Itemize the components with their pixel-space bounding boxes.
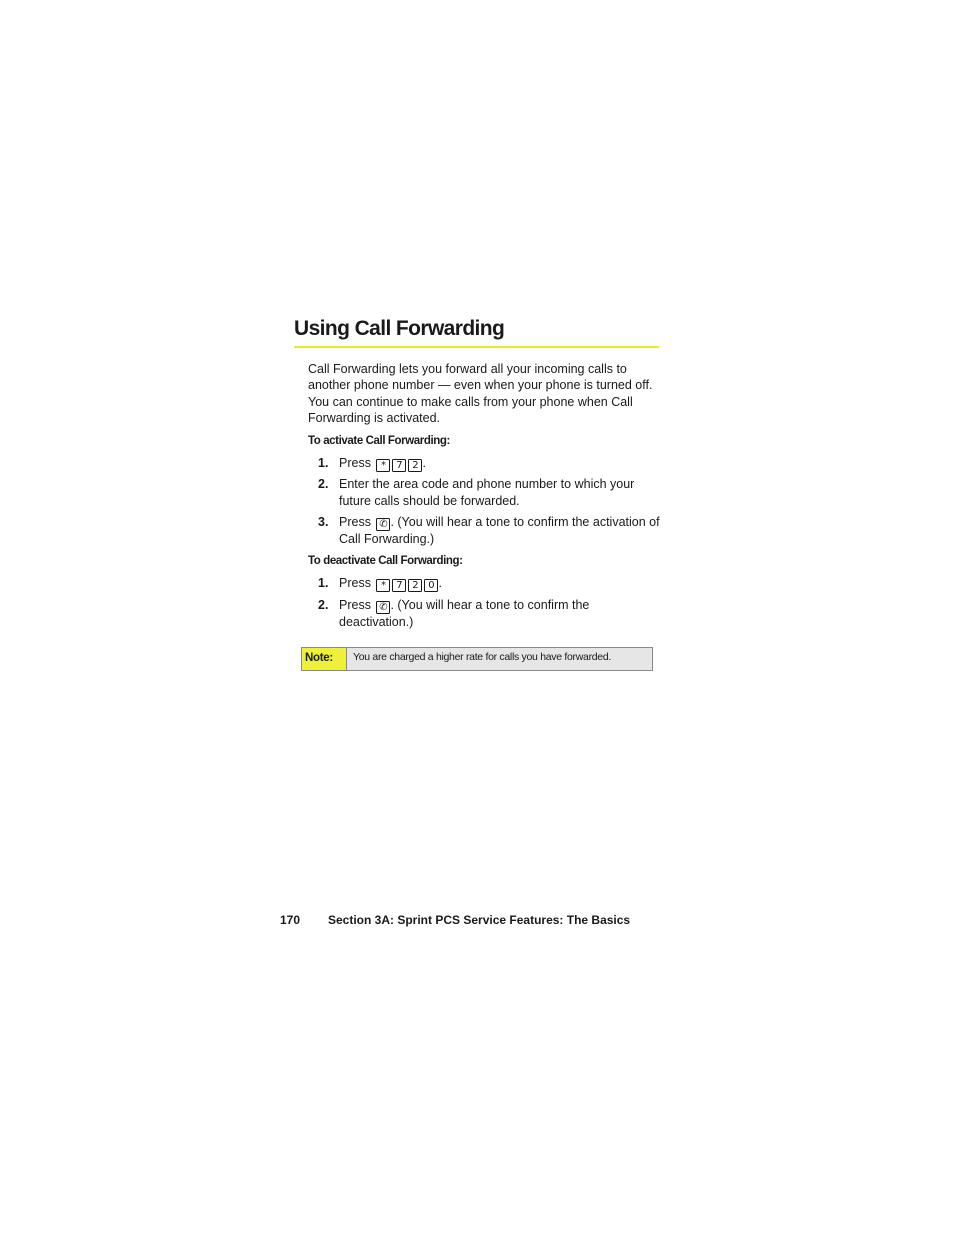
step-text: Enter the area code and phone number to which your future calls should be forwarded. — [339, 477, 635, 508]
section-title: Section 3A: Sprint PCS Service Features: The Basics — [328, 913, 631, 927]
list-item — [308, 455, 660, 472]
page-footer — [280, 912, 630, 928]
list-item — [308, 514, 660, 547]
activate-heading: To activate Call Forwarding: — [308, 434, 450, 447]
step-text-after: . (You will hear a tone to confirm the activation of Call Forwarding.) — [339, 514, 660, 546]
step-text: Press — [339, 514, 371, 529]
list-item — [308, 575, 660, 592]
step-number: 1. — [318, 455, 329, 470]
star-key-icon: * — [376, 579, 390, 592]
intro-paragraph: Call Forwarding lets you forward all your incoming calls to another phone number — even when your phone is turned off. You can continue to make calls from your phone when Call Forwarding is activated. — [308, 362, 653, 426]
deactivate-steps — [308, 575, 660, 630]
note-label: Note: — [302, 648, 347, 670]
activate-steps — [308, 455, 660, 547]
deactivate-heading: To deactivate Call Forwarding: — [308, 555, 463, 568]
star-key-icon: * — [376, 459, 390, 472]
step-text-after: . — [422, 455, 426, 470]
note-box — [301, 647, 653, 671]
step-text: Press — [339, 576, 371, 591]
step-text: Press — [339, 597, 371, 612]
list-item — [308, 476, 660, 509]
talk-key-icon: ✆ — [376, 518, 390, 531]
step-number: 1. — [318, 576, 329, 591]
key-0-icon: 0 — [424, 579, 438, 592]
step-text-after: . (You will hear a tone to confirm the deactivation.) — [339, 597, 590, 629]
step-number: 2. — [318, 477, 329, 492]
step-text-after: . — [438, 576, 442, 591]
step-number: 2. — [318, 597, 329, 612]
step-text: Press — [339, 455, 371, 470]
main-content — [308, 361, 660, 636]
list-item — [308, 597, 660, 630]
talk-key-icon: ✆ — [376, 601, 390, 614]
key-7-icon: 7 — [392, 459, 406, 472]
note-text: You are charged a higher rate for calls you have forwarded. — [353, 651, 611, 663]
step-number: 3. — [318, 514, 329, 529]
key-2-icon: 2 — [408, 459, 422, 472]
key-2-icon: 2 — [408, 579, 422, 592]
key-7-icon: 7 — [392, 579, 406, 592]
page-number: 170 — [280, 913, 301, 927]
page-title: Using Call Forwarding — [294, 314, 659, 348]
